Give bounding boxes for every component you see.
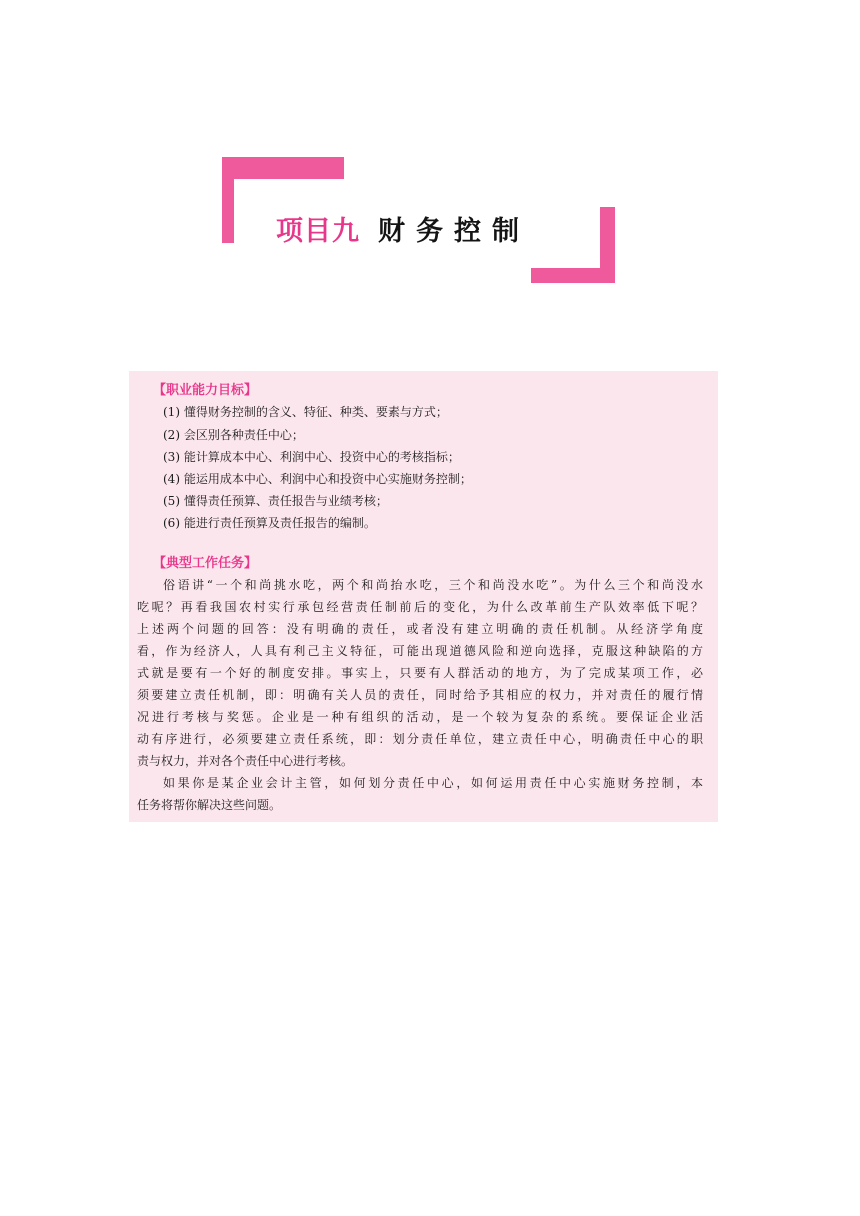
objective-item: (3) 能计算成本中心、利润中心、投资中心的考核指标； <box>163 450 460 464</box>
objective-item: (5) 懂得责任预算、责任报告与业绩考核； <box>163 494 388 508</box>
page-title <box>276 212 530 252</box>
paragraph-line: 如果你是某企业会计主管，如何划分责任中心，如何运用责任中心实施财务控制，本 <box>163 776 703 790</box>
paragraph-line: 动有序进行，必须要建立责任系统，即：划分责任单位，建立责任中心，明确责任中心的职 <box>137 732 703 746</box>
paragraph-line: 责与权力，并对各个责任中心进行考核。 <box>137 754 354 768</box>
paragraph-line: 式就是要有一个好的制度安排。事实上，只要有人群活动的地方，为了完成某项工作，必 <box>137 666 703 680</box>
paragraph-line: 任务将帮你解决这些问题。 <box>137 798 282 812</box>
objective-item: (2) 会区别各种责任中心； <box>163 428 304 442</box>
objective-item: (1) 懂得财务控制的含义、特征、种类、要素与方式； <box>163 405 448 419</box>
paragraph-line: 吃呢？再看我国农村实行承包经营责任制前后的变化，为什么改革前生产队效率低下呢？ <box>137 600 703 614</box>
paragraph-line: 上述两个问题的回答：没有明确的责任，或者没有建立明确的责任机制。从经济学角度 <box>137 622 703 636</box>
tasks-heading: 【典型工作任务】 <box>153 556 258 571</box>
objective-item: (4) 能运用成本中心、利润中心和投资中心实施财务控制； <box>163 472 472 486</box>
paragraph-line: 看，作为经济人，人具有利己主义特征，可能出现道德风险和逆向选择，克服这种缺陷的方 <box>137 644 703 658</box>
title-frame-top-left-vertical <box>222 157 234 243</box>
title-frame-top-left <box>222 157 344 179</box>
objectives-heading: 【职业能力目标】 <box>153 383 258 398</box>
paragraph-line: 俗语讲“一个和尚挑水吃，两个和尚抬水吃，三个和尚没水吃”。为什么三个和尚没水 <box>163 578 703 592</box>
objective-item: (6) 能进行责任预算及责任报告的编制。 <box>163 516 376 530</box>
paragraph-line: 况进行考核与奖惩。企业是一种有组织的活动，是一个较为复杂的系统。要保证企业活 <box>137 710 703 724</box>
paragraph-line: 须要建立责任机制，即：明确有关人员的责任，同时给予其相应的权力，并对责任的履行情 <box>137 688 703 702</box>
title-frame-bottom-right-vertical <box>600 207 615 283</box>
project-number: 项目九 <box>276 216 360 247</box>
project-name: 财务控制 <box>378 216 530 247</box>
